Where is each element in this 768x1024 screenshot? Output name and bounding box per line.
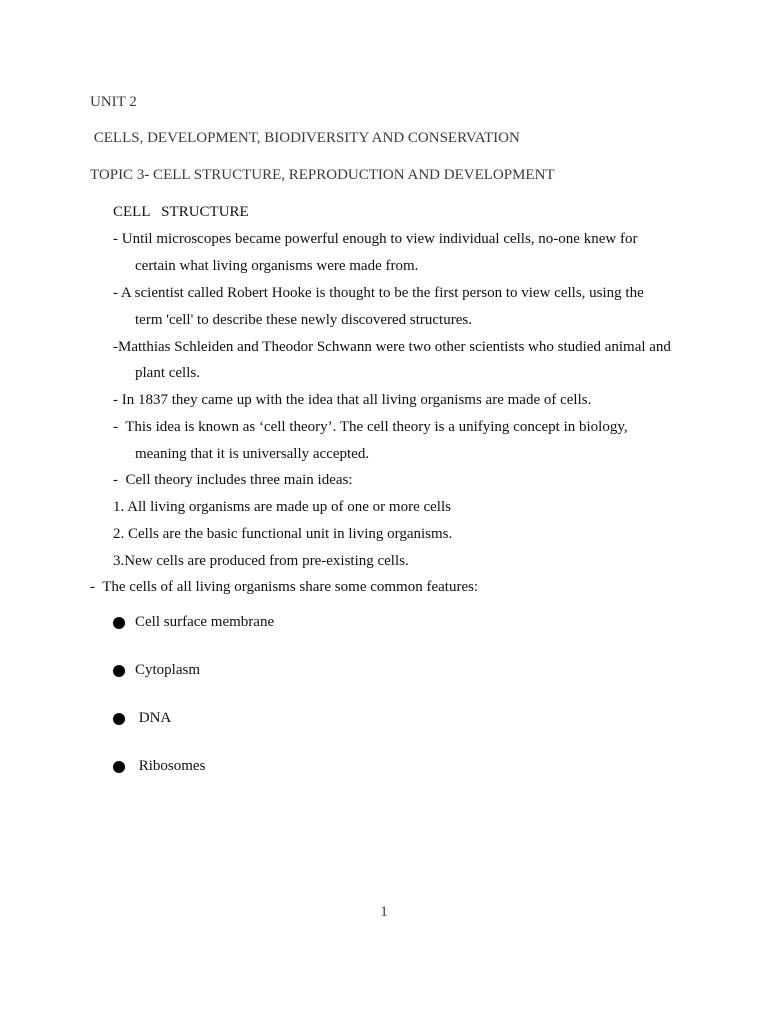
bullet-icon <box>113 617 125 629</box>
list-item-label: Cell surface membrane <box>135 614 275 630</box>
paragraph-line: meaning that it is universally accepted. <box>135 446 370 462</box>
list-item: 1. All living organisms are made up of one or more cells <box>113 499 451 515</box>
paragraph-line: plant cells. <box>135 365 200 381</box>
paragraph-line: - In 1837 they came up with the idea that all living organisms are made of cells. <box>113 392 592 408</box>
bullet-icon <box>113 665 125 677</box>
section-heading: CELL STRUCTURE <box>113 204 249 220</box>
paragraph-line: -Matthias Schleiden and Theodor Schwann were two other scientists who studied animal and <box>113 339 671 355</box>
list-item-label: Ribosomes <box>135 758 206 774</box>
list-item-label: DNA <box>135 710 172 726</box>
list-item <box>113 614 274 631</box>
list-item: 2. Cells are the basic functional unit in living organisms. <box>113 526 453 542</box>
paragraph-line: - A scientist called Robert Hooke is thought to be the first person to view cells, using the <box>113 285 644 301</box>
list-item <box>113 710 171 727</box>
paragraph-line: - The cells of all living organisms share some common features: <box>90 579 479 595</box>
page-number: 1 <box>380 904 388 920</box>
unit-subtitle: CELLS, DEVELOPMENT, BIODIVERSITY AND CONSERVATION <box>90 130 520 146</box>
list-item <box>113 662 200 679</box>
list-item <box>113 758 205 775</box>
paragraph-line: - Cell theory includes three main ideas: <box>113 472 353 488</box>
bullet-icon <box>113 761 125 773</box>
paragraph-line: term 'cell' to describe these newly discovered structures. <box>135 312 472 328</box>
paragraph-line: - This idea is known as ‘cell theory’. The cell theory is a unifying concept in biology, <box>113 419 628 435</box>
paragraph-line: certain what living organisms were made from. <box>135 258 419 274</box>
paragraph-line: - Until microscopes became powerful enough to view individual cells, no-one knew for <box>113 231 638 247</box>
list-item-label: Cytoplasm <box>135 662 201 678</box>
bullet-icon <box>113 713 125 725</box>
unit-title: UNIT 2 <box>90 94 137 110</box>
list-item: 3.New cells are produced from pre-existing cells. <box>113 553 409 569</box>
topic-title: TOPIC 3- CELL STRUCTURE, REPRODUCTION AND DEVELOPMENT <box>90 167 555 183</box>
